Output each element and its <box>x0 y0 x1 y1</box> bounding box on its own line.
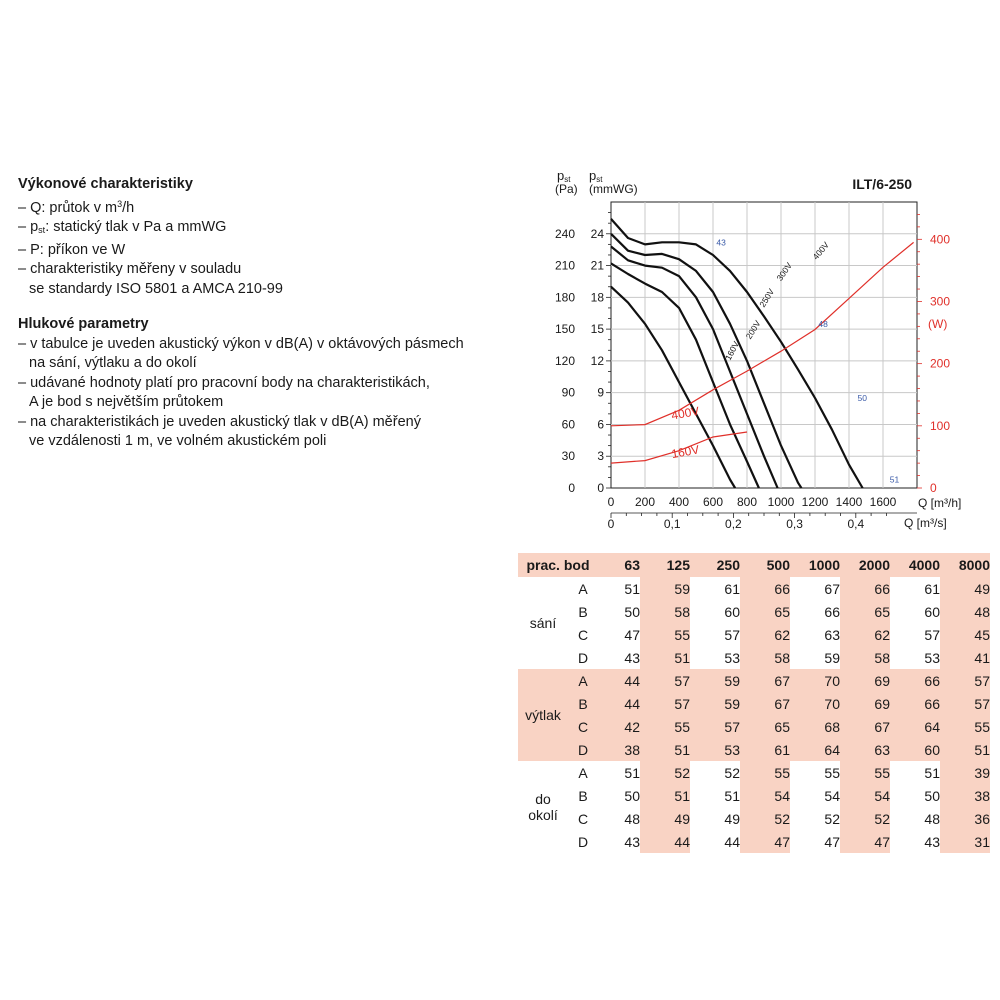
y-tick-label-mmwg: 24 <box>590 226 604 241</box>
x2-axis-label: Q [m³/s] <box>904 516 947 530</box>
table-cell: 53 <box>690 738 740 761</box>
table-cell: 60 <box>924 603 940 620</box>
y-tick-label-mmwg: 9 <box>597 385 604 400</box>
y-tick-label-mmwg: 0 <box>597 481 604 495</box>
y-tick-label-pa: 90 <box>561 385 575 400</box>
table-cell: 49 <box>640 807 690 830</box>
x2-tick-label: 0,2 <box>725 517 742 531</box>
table-cell: 64 <box>790 738 840 761</box>
point-label: B <box>578 787 588 804</box>
table-cell: 59 <box>690 669 740 692</box>
x-tick-label: 600 <box>702 495 724 509</box>
table-cell: 45 <box>940 623 990 646</box>
noise-item: – udávané hodnoty platí pro pracovní body na charakteristikách, <box>18 374 430 391</box>
header-band: 2000 <box>840 553 890 577</box>
header-operating-point: prac. bod <box>518 553 598 577</box>
table-row <box>518 807 990 830</box>
table-cell: 55 <box>940 715 990 738</box>
power-label-160V: 160V <box>670 442 701 462</box>
y-tick-label-pa: 180 <box>554 290 575 305</box>
table-cell: 48 <box>924 810 940 827</box>
y-axis-unit-pa: (Pa) <box>555 182 578 196</box>
table-cell: 69 <box>840 692 890 715</box>
noise-heading: Hlukové parametry <box>18 316 149 332</box>
table-cell: 57 <box>690 715 740 738</box>
table-cell: 52 <box>824 810 840 827</box>
performance-item: – Q: průtok v $m^3/h$ <box>18 198 135 216</box>
x-tick-label: 0 <box>607 495 615 509</box>
table-cell: 49 <box>940 577 990 600</box>
performance-item: – P: příkon ve W <box>18 241 126 258</box>
operating-point-label: 43 <box>716 237 726 248</box>
table-cell: 54 <box>824 787 840 804</box>
group-label <box>518 669 568 761</box>
table-cell: 67 <box>840 715 890 738</box>
table-row <box>518 830 990 853</box>
x2-tick-label: 0,3 <box>786 517 803 531</box>
table-row <box>518 761 990 784</box>
plot-frame <box>611 202 917 488</box>
table-row <box>518 646 990 669</box>
chart-title: ILT/6-250 <box>852 176 912 192</box>
noise-table-header <box>518 553 990 577</box>
table-cell: 48 <box>624 810 640 827</box>
x2-tick-label: 0 <box>607 517 615 531</box>
header-band: 63 <box>598 553 640 577</box>
group-label-line: do <box>535 791 551 807</box>
point-label: C <box>568 715 598 738</box>
point-label: B <box>578 603 588 620</box>
table-cell: 53 <box>924 649 940 666</box>
table-cell: 69 <box>840 669 890 692</box>
table-cell: 38 <box>598 738 640 761</box>
table-cell: 66 <box>890 669 940 692</box>
table-row <box>518 784 990 807</box>
y-tick-label-w: 300 <box>930 294 951 309</box>
x2-tick-label: 0,4 <box>847 517 865 531</box>
table-cell: 53 <box>724 649 740 666</box>
operating-point-label: 48 <box>818 318 828 329</box>
curve-label-250V: 250V <box>757 286 777 309</box>
operating-point-label: 50 <box>857 392 867 403</box>
table-cell: 70 <box>790 692 840 715</box>
x-tick-label: 1200 <box>801 495 829 509</box>
performance-item: se standardy ISO 5801 a AMCA 210-99 <box>29 280 283 297</box>
table-cell: 55 <box>840 761 890 784</box>
table-cell: 55 <box>640 715 690 738</box>
point-label: D <box>577 649 589 666</box>
table-cell: 61 <box>740 738 790 761</box>
table-cell: 31 <box>940 830 990 853</box>
table-row <box>518 577 990 600</box>
table-cell: 52 <box>724 764 740 781</box>
noise-item: – v tabulce je uveden akustický výkon v dB(A) v oktávových pásmech <box>18 335 464 352</box>
group-label-line: výtlak <box>525 707 561 723</box>
table-cell: 55 <box>824 764 840 781</box>
table-cell: 51 <box>640 784 690 807</box>
table-cell: 66 <box>740 577 790 600</box>
table-cell: 48 <box>940 600 990 623</box>
table-cell: 59 <box>824 649 840 666</box>
table-cell: 54 <box>840 784 890 807</box>
y-tick-label-w: 0 <box>930 481 937 495</box>
x-axis-label: Q [m³/h] <box>918 496 962 510</box>
y-tick-label-w: 200 <box>930 356 951 371</box>
y-tick-label-w: 100 <box>930 418 951 433</box>
header-band: 500 <box>740 553 790 577</box>
table-cell: 62 <box>840 623 890 646</box>
table-cell: 51 <box>940 738 990 761</box>
performance-item: – $p_{st}$: statický tlak v Pa a mmWG <box>18 219 227 235</box>
noise-item: na sání, výtlaku a do okolí <box>29 355 197 371</box>
table-cell: 49 <box>724 810 740 827</box>
table-cell: 65 <box>740 715 790 738</box>
table-cell: 61 <box>924 580 940 597</box>
curve-label-160V: 160V <box>722 339 742 362</box>
header-band: 250 <box>690 553 740 577</box>
table-cell: 67 <box>740 692 790 715</box>
y-tick-label-mmwg: 3 <box>597 449 604 464</box>
table-cell: 58 <box>840 646 890 669</box>
table-cell: 63 <box>824 626 840 643</box>
group-label <box>518 577 568 669</box>
table-cell: 55 <box>640 623 690 646</box>
table-cell: 44 <box>598 692 640 715</box>
x-tick-label: 1400 <box>835 495 863 509</box>
group-label-line: okolí <box>528 807 558 823</box>
table-cell: 52 <box>640 761 690 784</box>
point-label: C <box>577 810 589 827</box>
table-cell: 39 <box>940 761 990 784</box>
curve-label-200V: 200V <box>743 318 763 341</box>
table-cell: 54 <box>740 784 790 807</box>
table-cell: 60 <box>890 738 940 761</box>
y-tick-label-mmwg: 6 <box>597 417 604 432</box>
y-tick-label-pa: 0 <box>568 481 575 495</box>
table-cell: 51 <box>924 764 940 781</box>
table-cell: 38 <box>940 784 990 807</box>
table-cell: 58 <box>740 646 790 669</box>
table-cell: 44 <box>598 669 640 692</box>
table-cell: 44 <box>724 833 740 850</box>
table-cell: 44 <box>640 830 690 853</box>
table-cell: 67 <box>824 580 840 597</box>
table-cell: 50 <box>624 787 640 804</box>
x-tick-label: 400 <box>668 495 690 509</box>
noise-item: ve vzdálenosti 1 m, ve volném akustickém poli <box>29 433 327 449</box>
table-cell: 66 <box>890 692 940 715</box>
table-cell: 57 <box>724 626 740 643</box>
y-tick-label-mmwg: 12 <box>590 353 604 368</box>
x2-tick-label: 0,1 <box>663 517 681 531</box>
table-row <box>518 600 990 623</box>
table-row <box>518 623 990 646</box>
noise-table <box>518 553 990 853</box>
y-axis-label-w: (W) <box>928 317 948 331</box>
table-row <box>518 669 990 692</box>
table-cell: 47 <box>740 830 790 853</box>
table-cell: 50 <box>624 603 640 620</box>
y-tick-label-pa: 60 <box>561 417 575 432</box>
point-label: A <box>578 580 588 597</box>
table-cell: 36 <box>940 807 990 830</box>
table-cell: 60 <box>724 603 740 620</box>
point-label: D <box>568 738 598 761</box>
y-axis-label-pa: pst <box>557 168 571 184</box>
y-tick-label-mmwg: 15 <box>590 322 604 337</box>
table-cell: 52 <box>840 807 890 830</box>
y-tick-label-mmwg: 21 <box>590 258 604 273</box>
table-cell: 65 <box>840 600 890 623</box>
table-cell: 51 <box>624 580 640 597</box>
power-label-400V: 400V <box>670 403 701 423</box>
y-axis-label-mmwg: pst <box>589 168 603 184</box>
table-cell: 66 <box>824 603 840 620</box>
noise-item: – na charakteristikách je uveden akustický tlak v dB(A) měřený <box>18 413 421 430</box>
y-tick-label-pa: 150 <box>554 322 575 337</box>
table-cell: 67 <box>740 669 790 692</box>
noise-item: A je bod s největším průtokem <box>29 394 224 410</box>
table-cell: 51 <box>640 646 690 669</box>
table-cell: 64 <box>890 715 940 738</box>
table-cell: 43 <box>624 649 640 666</box>
table-row <box>518 692 990 715</box>
table-cell: 57 <box>940 692 990 715</box>
curve-label-400V: 400V <box>810 239 831 262</box>
table-cell: 43 <box>624 833 640 850</box>
table-cell: 66 <box>840 577 890 600</box>
y-tick-label-pa: 240 <box>554 226 575 241</box>
table-row <box>518 715 990 738</box>
y-tick-label-pa: 120 <box>554 353 575 368</box>
x-tick-label: 800 <box>736 495 758 509</box>
table-cell: 63 <box>840 738 890 761</box>
curve-label-300V: 300V <box>774 260 795 283</box>
table-cell: 57 <box>640 692 690 715</box>
header-band: 4000 <box>890 553 940 577</box>
table-cell: 52 <box>740 807 790 830</box>
table-cell: 59 <box>640 577 690 600</box>
table-cell: 58 <box>640 600 690 623</box>
performance-item: – charakteristiky měřeny v souladu <box>18 261 242 277</box>
header-band: 125 <box>640 553 690 577</box>
x-tick-label: 1000 <box>767 495 795 509</box>
header-band: 8000 <box>940 553 990 577</box>
y-tick-label-pa: 210 <box>554 258 575 273</box>
x-tick-label: 1600 <box>869 495 897 509</box>
point-label: A <box>578 764 588 781</box>
table-cell: 51 <box>624 764 640 781</box>
table-cell: 47 <box>824 833 840 850</box>
x-tick-label: 200 <box>634 495 656 509</box>
table-cell: 68 <box>790 715 840 738</box>
performance-heading: Výkonové charakteristiky <box>18 176 193 192</box>
table-cell: 59 <box>690 692 740 715</box>
table-cell: 55 <box>740 761 790 784</box>
table-cell: 57 <box>940 669 990 692</box>
table-cell: 41 <box>940 646 990 669</box>
group-label-line: sání <box>529 615 557 631</box>
table-row <box>518 738 990 761</box>
table-cell: 47 <box>624 626 640 643</box>
point-label: B <box>568 692 598 715</box>
table-cell: 42 <box>598 715 640 738</box>
point-label: C <box>577 626 589 643</box>
table-cell: 62 <box>740 623 790 646</box>
table-cell: 50 <box>924 787 940 804</box>
table-cell: 61 <box>724 580 740 597</box>
y-tick-label-w: 400 <box>930 232 951 247</box>
table-cell: 57 <box>640 669 690 692</box>
y-axis-unit-mmwg: (mmWG) <box>589 182 638 196</box>
table-cell: 43 <box>924 833 940 850</box>
table-cell: 47 <box>840 830 890 853</box>
y-tick-label-mmwg: 18 <box>590 290 604 305</box>
point-label: D <box>577 833 589 850</box>
y-tick-label-pa: 30 <box>561 449 575 464</box>
table-cell: 65 <box>740 600 790 623</box>
table-cell: 70 <box>790 669 840 692</box>
table-cell: 51 <box>640 738 690 761</box>
header-band: 1000 <box>790 553 840 577</box>
group-label <box>518 761 568 853</box>
point-label: A <box>568 669 598 692</box>
table-cell: 57 <box>924 626 940 643</box>
table-cell: 51 <box>724 787 740 804</box>
operating-point-label: 51 <box>889 474 900 485</box>
